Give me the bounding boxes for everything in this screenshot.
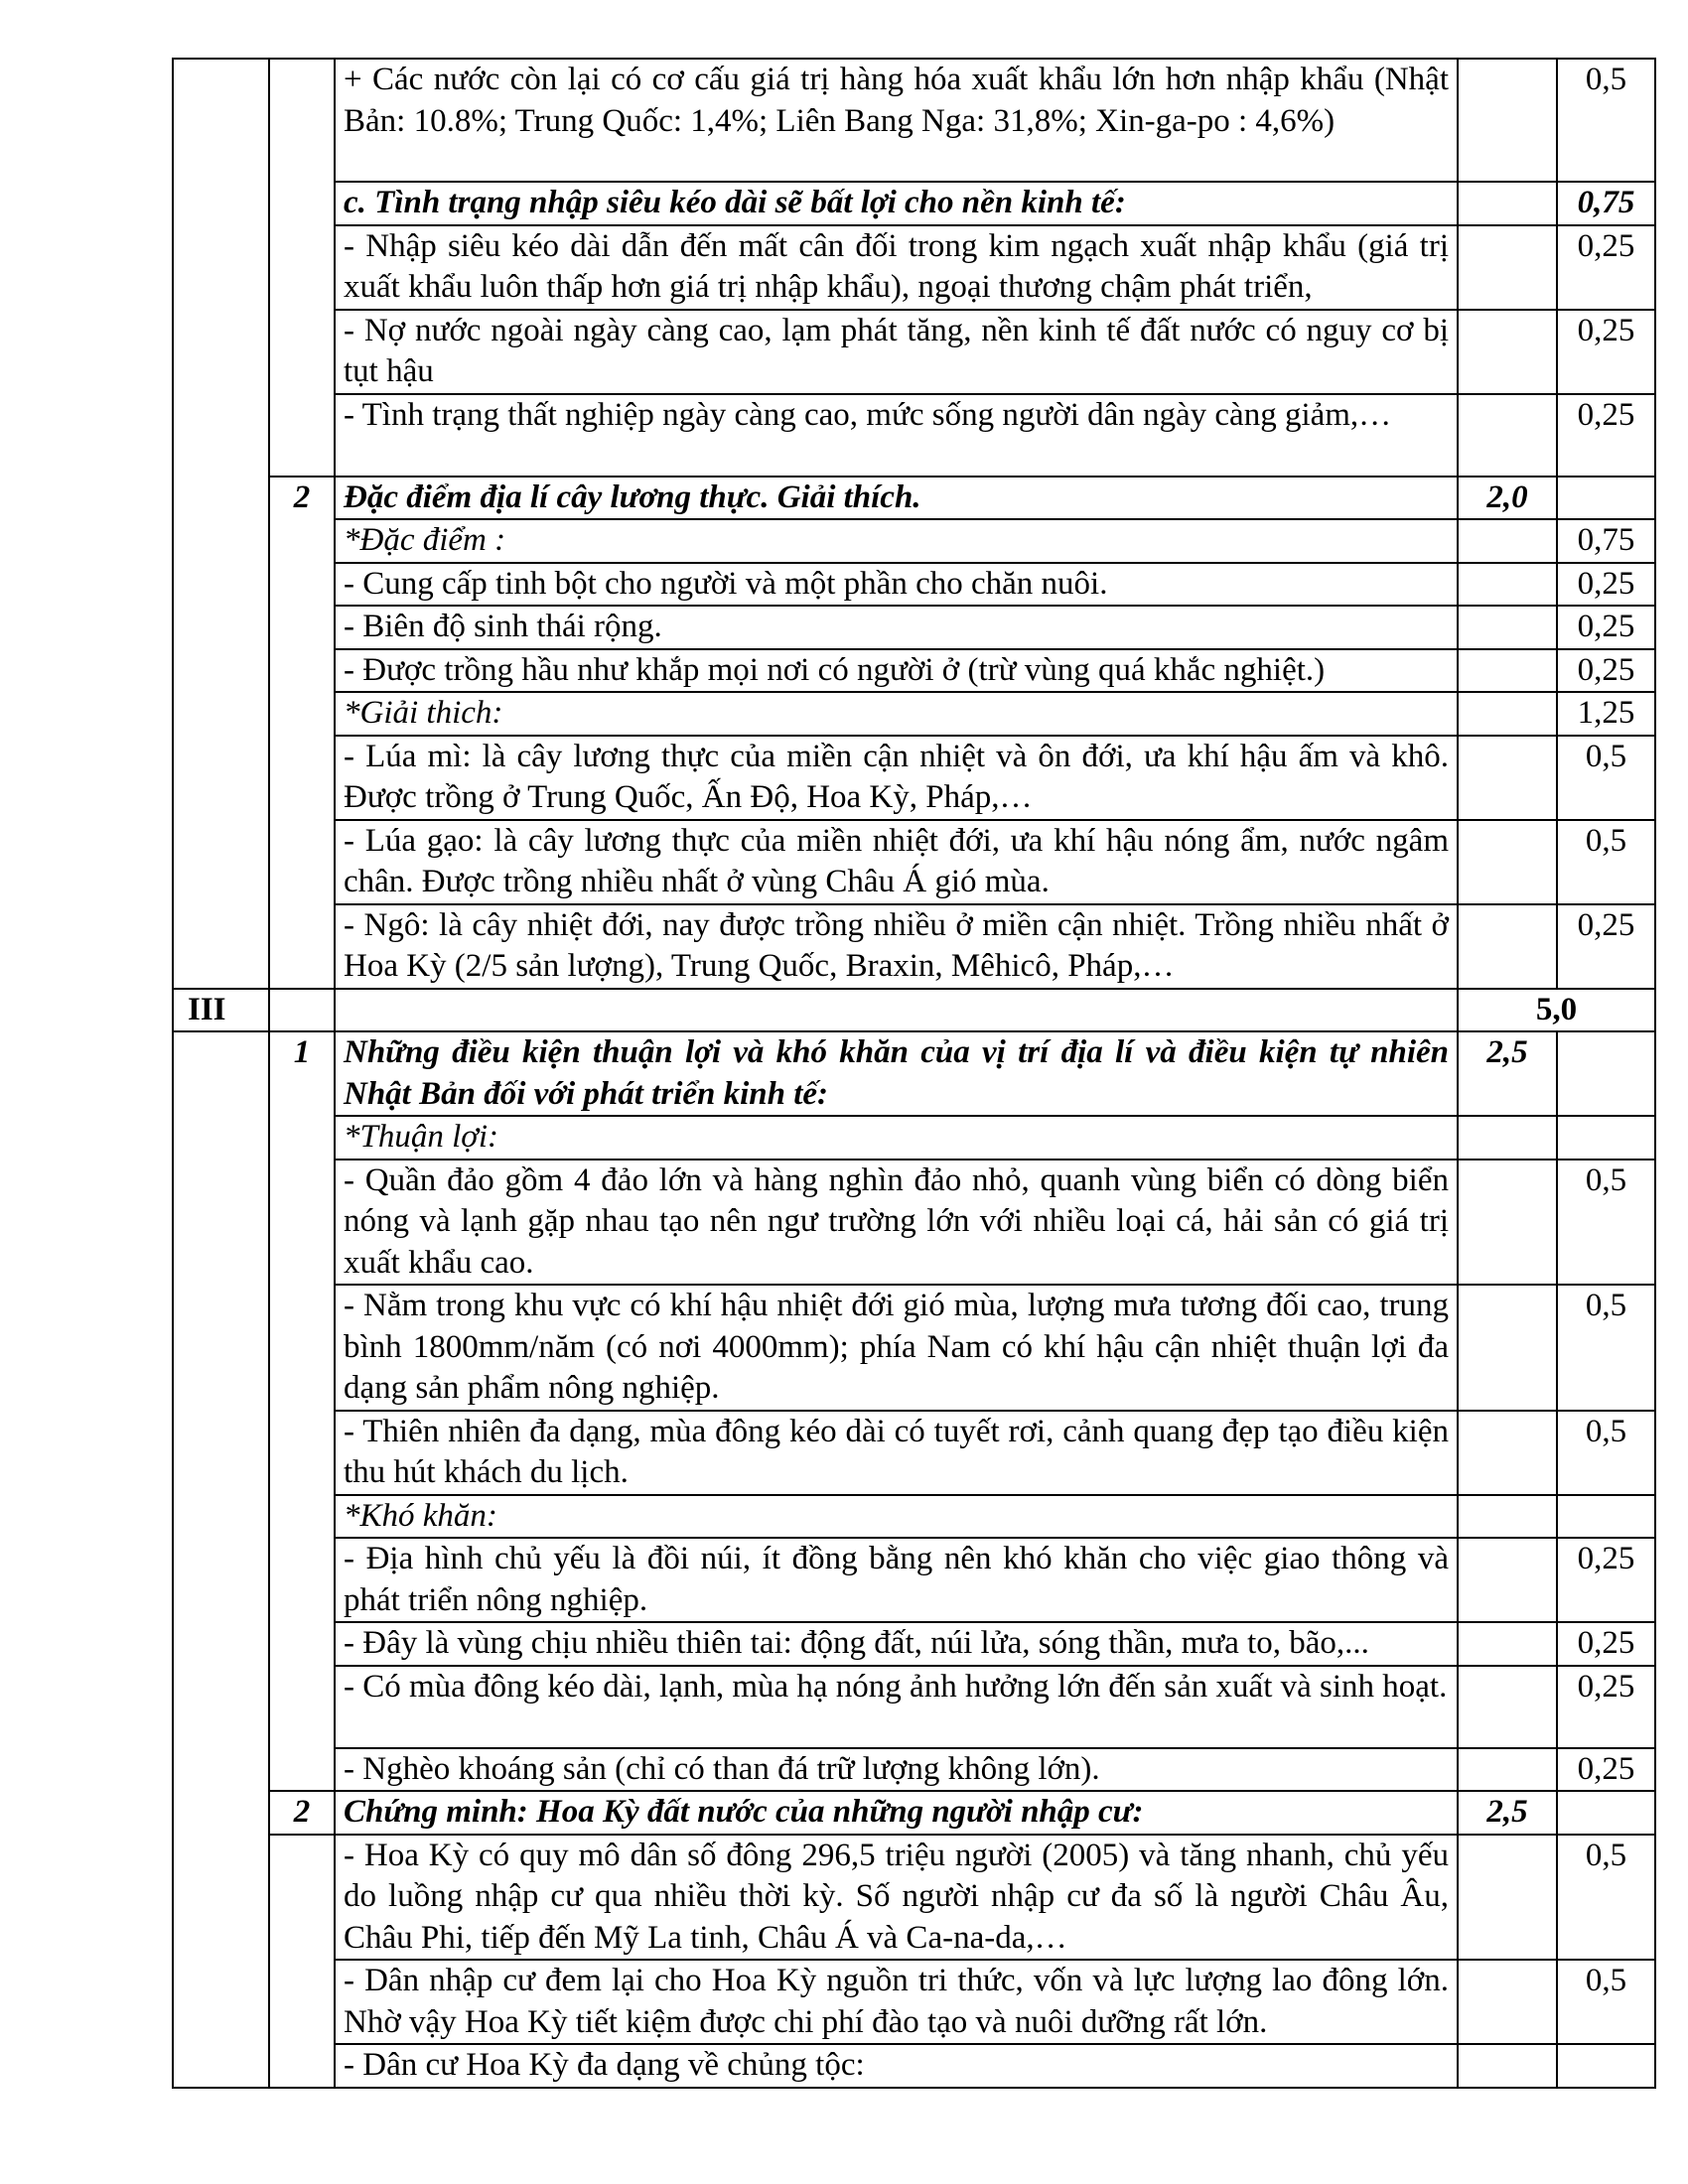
section-row	[173, 989, 1655, 1032]
table-row	[173, 1160, 1655, 1286]
item-score	[1557, 477, 1655, 520]
table-row	[173, 1960, 1655, 2044]
answer-text: - Có mùa đông kéo dài, lạnh, mùa hạ nóng ảnh hưởng lớn đến sản xuất và sinh hoạt.	[335, 1666, 1458, 1748]
answer-key-table	[172, 58, 1656, 2089]
question-points	[1458, 606, 1557, 649]
table-row	[173, 1622, 1655, 1666]
item-score: 0,25	[1557, 563, 1655, 607]
item-score	[1557, 2044, 1655, 2088]
answer-text: - Nằm trong khu vực có khí hậu nhiệt đới gió mùa, lượng mưa tương đối cao, trung bình 1800mm/năm (có nơi 4000mm); phía Nam có khí hậu cận nhiệt thuận lợi đa dạng sản phẩm nông nghiệp.	[335, 1285, 1458, 1411]
question-points	[1458, 1835, 1557, 1961]
table-row	[173, 225, 1655, 310]
table-row	[173, 1285, 1655, 1411]
question-points	[1458, 692, 1557, 736]
table-row	[173, 182, 1655, 225]
item-score: 0,5	[1557, 820, 1655, 904]
answer-text: - Cung cấp tinh bột cho người và một phần cho chăn nuôi.	[335, 563, 1458, 607]
table-row	[173, 692, 1655, 736]
item-score	[1557, 1031, 1655, 1116]
question-points	[1458, 1411, 1557, 1495]
item-score: 0,25	[1557, 225, 1655, 310]
question-points	[1458, 1116, 1557, 1160]
table-row	[173, 394, 1655, 477]
item-score: 0,5	[1557, 736, 1655, 820]
item-score: 0,25	[1557, 1748, 1655, 1792]
question-points	[1458, 1495, 1557, 1539]
item-score: 0,5	[1557, 1285, 1655, 1411]
item-score: 0,25	[1557, 649, 1655, 693]
question-points	[1458, 1285, 1557, 1411]
table-row	[173, 649, 1655, 693]
table-row	[173, 1031, 1655, 1116]
table-row	[173, 1835, 1655, 1961]
item-score: 0,5	[1557, 59, 1655, 182]
table-row	[173, 1538, 1655, 1622]
question-points	[1458, 182, 1557, 225]
table-row	[173, 477, 1655, 520]
table-row	[173, 904, 1655, 989]
section-label: III	[173, 989, 269, 1032]
answer-text: - Nợ nước ngoài ngày càng cao, lạm phát tăng, nền kinh tế đất nước có nguy cơ bị tụt hậu	[335, 310, 1458, 394]
item-score	[1557, 1116, 1655, 1160]
answer-text: - Địa hình chủ yếu là đồi núi, ít đồng bằng nên khó khăn cho việc giao thông và phát triển nông nghiệp.	[335, 1538, 1458, 1622]
item-score	[1557, 1791, 1655, 1835]
table-row	[173, 736, 1655, 820]
answer-text: - Lúa gạo: là cây lương thực của miền nhiệt đới, ưa khí hậu nóng ẩm, nước ngâm chân. Được trồng nhiều nhất ở vùng Châu Á gió mùa.	[335, 820, 1458, 904]
answer-text: - Quần đảo gồm 4 đảo lớn và hàng nghìn đảo nhỏ, quanh vùng biển có dòng biển nóng và lạnh gặp nhau tạo nên ngư trường lớn với nhiều loại cá, hải sản có giá trị xuất khẩu cao.	[335, 1160, 1458, 1286]
item-score	[1557, 1495, 1655, 1539]
table-row	[173, 820, 1655, 904]
question-points	[1458, 649, 1557, 693]
question-points	[1458, 310, 1557, 394]
question-points	[1458, 2044, 1557, 2088]
item-score: 0,5	[1557, 1960, 1655, 2044]
question-number-cell	[269, 989, 335, 1032]
table-row	[173, 1116, 1655, 1160]
table-row	[173, 1748, 1655, 1792]
question-points	[1458, 1622, 1557, 1666]
table-row	[173, 1495, 1655, 1539]
question-points	[1458, 736, 1557, 820]
answer-text: - Dân nhập cư đem lại cho Hoa Kỳ nguồn tri thức, vốn và lực lượng lao đông lớn. Nhờ vậy Hoa Kỳ tiết kiệm được chi phí đào tạo và nuôi dưỡng rất lớn.	[335, 1960, 1458, 2044]
answer-text: - Dân cư Hoa Kỳ đa dạng về chủng tộc:	[335, 2044, 1458, 2088]
item-score: 1,25	[1557, 692, 1655, 736]
question-heading: Chứng minh: Hoa Kỳ đất nước của những người nhập cư:	[335, 1791, 1458, 1835]
question-heading: Những điều kiện thuận lợi và khó khăn của vị trí địa lí và điều kiện tự nhiên Nhật Bản đối với phát triển kinh tế:	[335, 1031, 1458, 1116]
question-points	[1458, 225, 1557, 310]
question-number: 1	[269, 1031, 335, 1791]
question-number: 2	[269, 477, 335, 989]
answer-subheading: *Giải thich:	[335, 692, 1458, 736]
section-total: 5,0	[1458, 989, 1655, 1032]
item-score: 0,5	[1557, 1835, 1655, 1961]
question-points	[1458, 1160, 1557, 1286]
answer-text-cell	[335, 989, 1458, 1032]
item-score: 0,75	[1557, 182, 1655, 225]
answer-text: - Nghèo khoáng sản (chỉ có than đá trữ lượng không lớn).	[335, 1748, 1458, 1792]
table-row	[173, 2044, 1655, 2088]
table-row	[173, 519, 1655, 563]
answer-text: - Biên độ sinh thái rộng.	[335, 606, 1458, 649]
question-points	[1458, 1666, 1557, 1748]
question-number: 2	[269, 1791, 335, 1835]
question-points	[1458, 1538, 1557, 1622]
item-score: 0,5	[1557, 1160, 1655, 1286]
question-points	[1458, 820, 1557, 904]
question-points	[1458, 519, 1557, 563]
answer-text: - Đây là vùng chịu nhiều thiên tai: động đất, núi lửa, sóng thần, mưa to, bão,...	[335, 1622, 1458, 1666]
question-points: 2,5	[1458, 1791, 1557, 1835]
item-score: 0,25	[1557, 1622, 1655, 1666]
answer-text: - Thiên nhiên đa dạng, mùa đông kéo dài có tuyết rơi, cảnh quang đẹp tạo điều kiện thu hút khách du lịch.	[335, 1411, 1458, 1495]
question-points: 2,5	[1458, 1031, 1557, 1116]
answer-subheading: *Khó khăn:	[335, 1495, 1458, 1539]
answer-text: - Hoa Kỳ có quy mô dân số đông 296,5 triệu người (2005) và tăng nhanh, chủ yếu do luồng nhập cư qua nhiều thời kỳ. Số người nhập cư đa số là người Châu Âu, Châu Phi, tiếp đến Mỹ La tinh, Châu Á và Ca-na-da,…	[335, 1835, 1458, 1961]
table-row	[173, 563, 1655, 607]
question-points	[1458, 394, 1557, 477]
answer-text: - Được trồng hầu như khắp mọi nơi có người ở (trừ vùng quá khắc nghiệt.)	[335, 649, 1458, 693]
table-row	[173, 1411, 1655, 1495]
section-cell	[173, 1031, 269, 2088]
item-score: 0,25	[1557, 394, 1655, 477]
answer-text: - Tình trạng thất nghiệp ngày càng cao, mức sống người dân ngày càng giảm,…	[335, 394, 1458, 477]
answer-text: - Nhập siêu kéo dài dẫn đến mất cân đối trong kim ngạch xuất nhập khẩu (giá trị xuất khẩu luôn thấp hơn giá trị nhập khẩu), ngoại thương chậm phát triển,	[335, 225, 1458, 310]
question-points	[1458, 1960, 1557, 2044]
answer-text: - Ngô: là cây nhiệt đới, nay được trồng nhiều ở miền cận nhiệt. Trồng nhiều nhất ở Hoa Kỳ (2/5 sản lượng), Trung Quốc, Braxin, Mêhicô, Pháp,…	[335, 904, 1458, 989]
question-points	[1458, 563, 1557, 607]
answer-text: + Các nước còn lại có cơ cấu giá trị hàng hóa xuất khẩu lớn hơn nhập khẩu (Nhật Bản: 10.8%; Trung Quốc: 1,4%; Liên Bang Nga: 31,8%; Xin-ga-po : 4,6%)	[335, 59, 1458, 182]
question-number-cell	[269, 1835, 335, 2088]
item-score: 0,25	[1557, 1538, 1655, 1622]
answer-subheading: *Đặc điểm :	[335, 519, 1458, 563]
item-score: 0,25	[1557, 904, 1655, 989]
question-heading: Đặc điểm địa lí cây lương thực. Giải thích.	[335, 477, 1458, 520]
question-points	[1458, 1748, 1557, 1792]
section-cell	[173, 59, 269, 989]
answer-text: - Lúa mì: là cây lương thực của miền cận nhiệt và ôn đới, ưa khí hậu ấm và khô. Được trồng ở Trung Quốc, Ấn Độ, Hoa Kỳ, Pháp,…	[335, 736, 1458, 820]
table-row	[173, 1791, 1655, 1835]
table-row	[173, 1666, 1655, 1748]
answer-heading: c. Tình trạng nhập siêu kéo dài sẽ bất lợi cho nền kinh tế:	[335, 182, 1458, 225]
question-points	[1458, 59, 1557, 182]
table-row	[173, 606, 1655, 649]
question-points: 2,0	[1458, 477, 1557, 520]
table-row	[173, 310, 1655, 394]
item-score: 0,5	[1557, 1411, 1655, 1495]
item-score: 0,75	[1557, 519, 1655, 563]
question-points	[1458, 904, 1557, 989]
item-score: 0,25	[1557, 310, 1655, 394]
table-row	[173, 59, 1655, 182]
question-number-cell	[269, 59, 335, 477]
answer-subheading: *Thuận lợi:	[335, 1116, 1458, 1160]
item-score: 0,25	[1557, 1666, 1655, 1748]
item-score: 0,25	[1557, 606, 1655, 649]
